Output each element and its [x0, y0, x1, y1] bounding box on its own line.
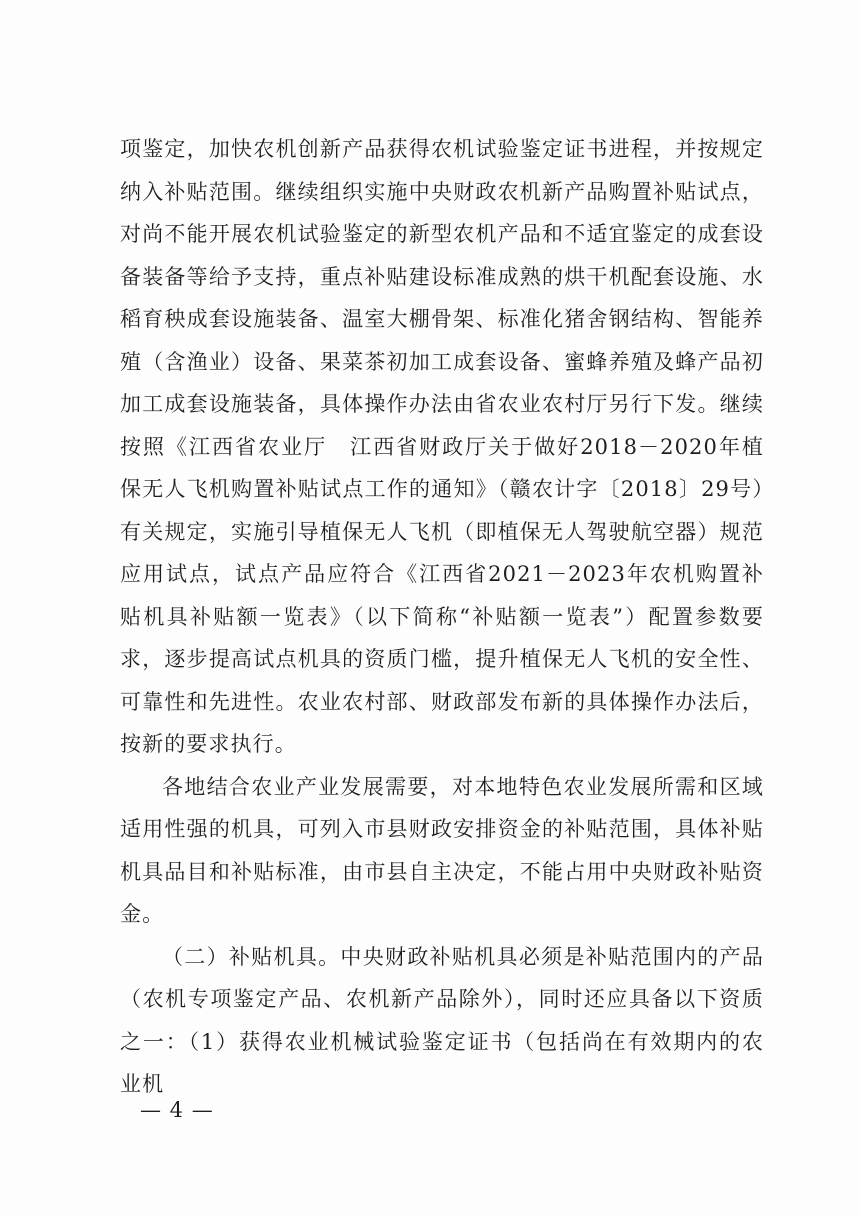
- paragraph-local-subsidy: 各地结合农业产业发展需要，对本地特色农业发展所需和区域适用性强的机具，可列入市县财政安排资金的补贴范围，具体补贴机具品目和补贴标准，由市县自主决定，不能占用中央财政补贴资金。: [120, 774, 764, 926]
- page-number: — 4 —: [140, 1098, 214, 1122]
- document-body: [120, 128, 764, 1106]
- paragraph-continuation: 项鉴定，加快农机创新产品获得农机试验鉴定证书进程，并按规定纳入补贴范围。继续组织实施中央财政农机新产品购置补贴试点，对尚不能开展农机试验鉴定的新型农机产品和不适宜鉴定的成套设备装备等给予支持，重点补贴建设标准成熟的烘干机配套设施、水稻育秧成套设施装备、温室大棚骨架、标准化猪舍钢结构、智能养殖（含渔业）设备、果菜茶初加工成套设备、蜜蜂养殖及蜂产品初加工成套设施装备，具体操作办法由省农业农村厅另行下发。继续按照《江西省农业厅 江西省财政厅关于做好2018－2020年植保无人飞机购置补贴试点工作的通知》（赣农计字〔2018〕29号）有关规定，实施引导植保无人飞机（即植保无人驾驶航空器）规范应用试点，试点产品应符合《江西省2021－2023年农机购置补贴机具补贴额一览表》（以下简称“补贴额一览表”）配置参数要求，逐步提高试点机具的资质门槛，提升植保无人飞机的安全性、可靠性和先进性。农业农村部、财政部发布新的具体操作办法后，按新的要求执行。: [120, 137, 764, 756]
- paragraph-subsidy-machinery: （二）补贴机具。中央财政补贴机具必须是补贴范围内的产品（农机专项鉴定产品、农机新产品除外），同时还应具备以下资质之一：（1）获得农业机械试验鉴定证书（包括尚在有效期内的农业机: [120, 944, 764, 1096]
